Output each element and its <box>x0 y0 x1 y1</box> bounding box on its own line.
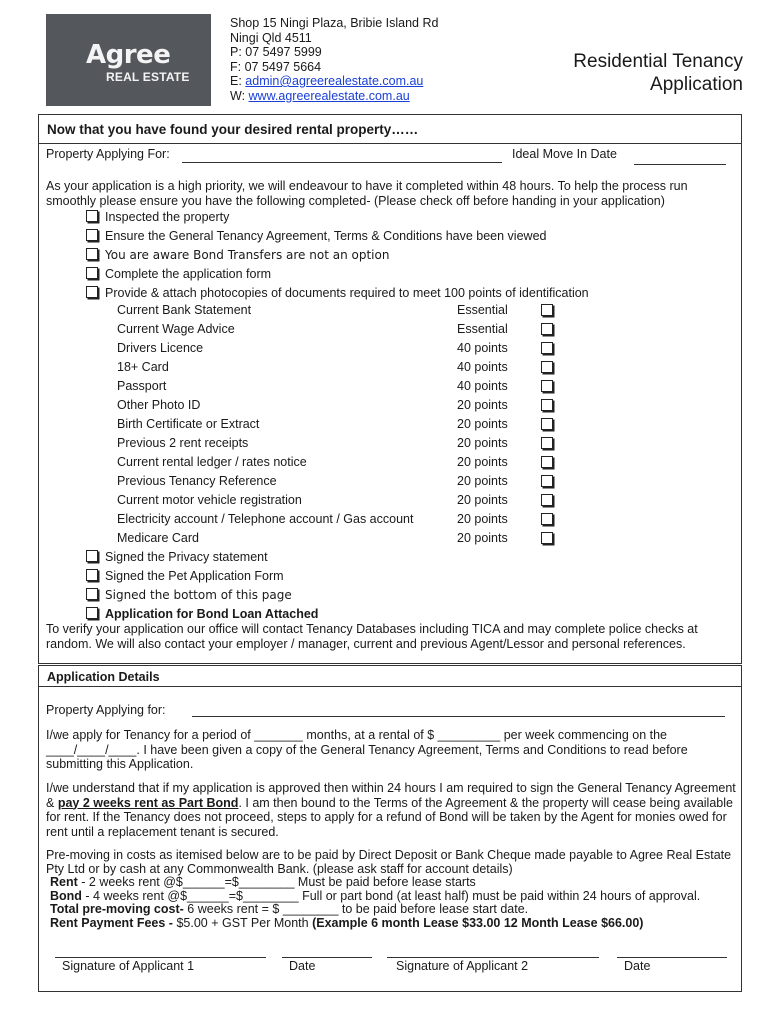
checklist-item: Complete the application form <box>105 267 272 281</box>
premoving-paragraph: Pre-moving in costs as itemised below are to be paid by Direct Deposit or Bank Cheque made payable to Agree Real Estate Pty Ltd or by cash at any Commonwealth Bank. (please ask staff for account details) Rent - 2 weeks rent @$______=$________ Must be paid before lease starts Bond - 4 weeks rent @$______=$________ Full or part bond (at least half) must be paid within 24 hours of approval. Total pre-moving cost- 6 weeks rent = $ ________ to be paid before lease start date. Rent Payment Fees - $5.00 + GST Per Month (Example 6 month Lease $33.00 12 Month Lease $66.00) <box>46 848 732 930</box>
document-name: Passport <box>117 379 167 393</box>
fax: F: 07 5497 5664 <box>230 59 322 74</box>
document-checkbox[interactable] <box>541 494 553 506</box>
property-applying-label-2: Property Applying for: <box>46 703 166 717</box>
date-2-label: Date <box>624 959 651 973</box>
document-name: Current Wage Advice <box>117 322 235 336</box>
document-checkbox[interactable] <box>541 304 553 316</box>
checklist-item: Inspected the property <box>105 210 230 224</box>
document-checkbox[interactable] <box>541 342 553 354</box>
checkbox[interactable] <box>86 607 98 619</box>
checklist-item: Signed the Pet Application Form <box>105 569 284 583</box>
date-1-field[interactable] <box>282 957 372 958</box>
document-name: Current Bank Statement <box>117 303 252 317</box>
checkbox[interactable] <box>86 550 98 562</box>
section-heading-divider <box>38 686 742 687</box>
date-1-label: Date <box>289 959 316 973</box>
document-checkbox[interactable] <box>541 437 553 449</box>
document-checkbox[interactable] <box>541 399 553 411</box>
move-in-date-label: Ideal Move In Date <box>512 147 617 161</box>
contact-details <box>230 16 438 103</box>
document-name: Previous 2 rent receipts <box>117 436 249 450</box>
checkbox[interactable] <box>86 588 98 600</box>
property-applying-label: Property Applying For: <box>46 147 170 161</box>
document-name: Electricity account / Telephone account / Gas account <box>117 512 414 526</box>
verification-paragraph: To verify your application our office will contact Tenancy Databases including TICA and may complete police checks at random. We will also contact your employer / manager, current and previous Agent/Lessor and personal references. <box>46 622 698 651</box>
document-checkbox[interactable] <box>541 456 553 468</box>
phone: P: 07 5497 5999 <box>230 45 322 59</box>
document-points: Essential <box>457 303 508 317</box>
property-applying-field[interactable] <box>182 162 502 163</box>
checkbox[interactable] <box>86 229 98 241</box>
signature-2-label: Signature of Applicant 2 <box>396 959 529 973</box>
document-checkbox[interactable] <box>541 475 553 487</box>
document-points: 40 points <box>457 341 508 355</box>
document-checkbox[interactable] <box>541 532 553 544</box>
document-name: Current rental ledger / rates notice <box>117 455 307 469</box>
document-name: Birth Certificate or Extract <box>117 417 260 431</box>
email-link[interactable]: admin@agreerealestate.com.au <box>245 74 424 88</box>
signature-1-label: Signature of Applicant 1 <box>62 959 195 973</box>
document-title: Residential Tenancy Application <box>573 51 743 95</box>
document-points: Essential <box>457 322 508 336</box>
document-points: 40 points <box>457 379 508 393</box>
document-points: 20 points <box>457 474 508 488</box>
document-points: 40 points <box>457 360 508 374</box>
document-points: 20 points <box>457 436 508 450</box>
document-name: Medicare Card <box>117 531 199 545</box>
document-points: 20 points <box>457 512 508 526</box>
signature-1-field[interactable] <box>55 957 266 958</box>
document-name: Current motor vehicle registration <box>117 493 302 507</box>
company-logo <box>46 14 211 106</box>
apply-paragraph: I/we apply for Tenancy for a period of _______ months, at a rental of $ _________ per week commencing on the ____/____/____. I have been given a copy of the General Tenancy Agreement, Terms and Conditions to read before submitting this Application. <box>46 728 688 771</box>
checkbox[interactable] <box>86 267 98 279</box>
email-line: E: admin@agreerealestate.com.au <box>230 74 424 88</box>
checklist-item: You are aware Bond Transfers are not an option <box>105 248 390 262</box>
signature-2-field[interactable] <box>387 957 599 958</box>
document-points: 20 points <box>457 417 508 431</box>
section-2-heading: Application Details <box>47 670 160 684</box>
address-line-2: Ningi Qld 4511 <box>230 30 312 45</box>
checklist-item: Application for Bond Loan Attached <box>105 607 319 621</box>
checklist-item: Provide & attach photocopies of documents required to meet 100 points of identification <box>105 286 589 300</box>
move-in-date-field[interactable] <box>634 164 726 165</box>
intro-paragraph: As your application is a high priority, we will endeavour to have it completed within 48 hours. To help the process run smoothly please ensure you have the following completed- (Please check off before handing in your application) <box>46 179 688 208</box>
document-name: 18+ Card <box>117 360 169 374</box>
property-applying-field-2[interactable] <box>192 716 725 717</box>
checkbox[interactable] <box>86 286 98 298</box>
web-link[interactable]: www.agreerealestate.com.au <box>248 88 410 103</box>
document-name: Drivers Licence <box>117 341 204 355</box>
date-2-field[interactable] <box>617 957 727 958</box>
address-line-1: Shop 15 Ningi Plaza, Bribie Island Rd <box>230 16 439 30</box>
checkbox[interactable] <box>86 210 98 222</box>
document-checkbox[interactable] <box>541 418 553 430</box>
document-name: Other Photo ID <box>117 398 201 412</box>
document-checkbox[interactable] <box>541 323 553 335</box>
checklist-item: Signed the bottom of this page <box>105 588 292 602</box>
document-name: Previous Tenancy Reference <box>117 474 277 488</box>
checklist-item: Ensure the General Tenancy Agreement, Terms & Conditions have been viewed <box>105 229 547 243</box>
document-checkbox[interactable] <box>541 380 553 392</box>
web-line: W: www.agreerealestate.com.au <box>230 88 410 103</box>
document-checkbox[interactable] <box>541 513 553 525</box>
document-points: 20 points <box>457 398 508 412</box>
checkbox[interactable] <box>86 569 98 581</box>
document-points: 20 points <box>457 531 508 545</box>
document-points: 20 points <box>457 493 508 507</box>
section-1-heading: Now that you have found your desired rental property…… <box>47 122 419 137</box>
logo-subtitle: REAL ESTATE <box>106 70 190 84</box>
section-heading-divider <box>38 143 742 144</box>
checklist-item: Signed the Privacy statement <box>105 550 268 564</box>
checkbox[interactable] <box>86 248 98 260</box>
document-checkbox[interactable] <box>541 361 553 373</box>
document-points: 20 points <box>457 455 508 469</box>
understand-paragraph: I/we understand that if my application is approved then within 24 hours I am required to sign the General Tenancy Agreement & pay 2 weeks rent as Part Bond. I am then bound to the Terms of the Agreement & the property will cease being available for rent. If the Tenancy does not proceed, steps to apply for a refund of Bond will be taken by the Agent for monies owed for rent until a replacement tenant is secured. <box>46 781 736 839</box>
logo-wordmark: Agree <box>86 40 171 70</box>
